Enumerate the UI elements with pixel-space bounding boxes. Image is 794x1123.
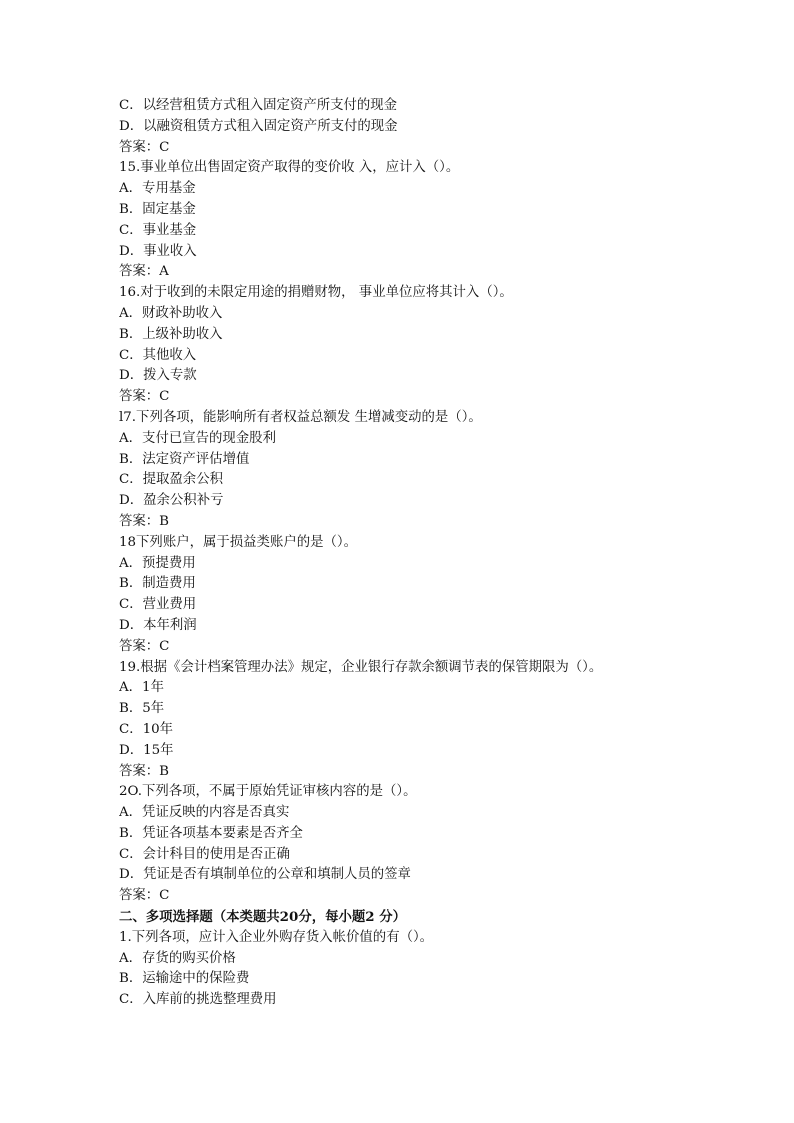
- text-line: 答案：C: [119, 888, 170, 904]
- text-line: D．盈余公积补亏: [119, 493, 224, 509]
- text-line: C．营业费用: [119, 597, 197, 613]
- text-line: 1.下列各项，应计入企业外购存货入帐价值的有（）。: [119, 929, 434, 945]
- text-line: 16.对于收到的未限定用途的捐赠财物， 事业单位应将其计入（）。: [119, 285, 513, 301]
- text-line: 答案：B: [119, 513, 170, 529]
- text-line: l7.下列各项，能影响所有者权益总额发 生增减变动的是（）。: [119, 409, 482, 425]
- text-line: D．事业收入: [119, 243, 197, 259]
- text-line: C．10年: [119, 721, 174, 737]
- text-line: 19.根据《会计档案管理办法》规定，企业银行存款余额调节表的保管期限为（）。: [119, 659, 603, 675]
- text-line: D．拨入专款: [119, 368, 197, 384]
- text-line: B．制造费用: [119, 576, 196, 592]
- text-line: C．以经营租赁方式租入固定资产所支付的现金: [119, 98, 398, 113]
- text-line: C．其他收入: [119, 347, 197, 363]
- text-line: A．预提费用: [119, 555, 196, 571]
- text-line: 18下列账户，属于损益类账户的是（）。: [119, 534, 357, 550]
- text-line: B．5年: [119, 701, 165, 717]
- text-line: A．专用基金: [119, 181, 196, 197]
- text-line: D．15年: [119, 742, 174, 758]
- text-line: B．凭证各项基本要素是否齐全: [119, 825, 303, 841]
- text-line: 2O.下列各项，不属于原始凭证审核内容的是（）。: [119, 784, 417, 800]
- text-line: 答案：C: [119, 139, 170, 155]
- text-line: C．会计科目的使用是否正确: [119, 846, 290, 862]
- document-page: [119, 96, 739, 1011]
- text-line: 答案：B: [119, 763, 170, 779]
- text-line: C．提取盈余公积: [119, 472, 223, 488]
- text-line: D．以融资租赁方式租入固定资产所支付的现金: [119, 118, 398, 134]
- text-line: C．入库前的挑选整理费用: [119, 992, 277, 1008]
- text-line: A．财政补助收入: [119, 305, 223, 321]
- text-line: A．凭证反映的内容是否真实: [119, 805, 290, 821]
- text-line: D．本年利润: [119, 617, 197, 633]
- text-line: A．1年: [119, 680, 164, 696]
- text-line: 答案：A: [119, 264, 169, 280]
- text-line: C．事业基金: [119, 222, 197, 238]
- text-line: B．运输途中的保险费: [119, 971, 250, 987]
- section-heading: 二、多项选择题（本类题共20分，每小题2 分）: [119, 909, 407, 926]
- text-line: 15.事业单位出售固定资产取得的变价收 入，应计入（）。: [119, 160, 460, 176]
- text-line: B．法定资产评估增值: [119, 451, 250, 467]
- text-line: A．支付已宣告的现金股利: [119, 430, 276, 446]
- text-line: D．凭证是否有填制单位的公章和填制人员的签章: [119, 867, 411, 883]
- text-line: B．上级补助收入: [119, 326, 223, 342]
- text-line: B．固定基金: [119, 201, 196, 217]
- text-line: 答案：C: [119, 389, 170, 405]
- text-line: A．存货的购买价格: [119, 950, 236, 966]
- text-line: 答案：C: [119, 638, 170, 654]
